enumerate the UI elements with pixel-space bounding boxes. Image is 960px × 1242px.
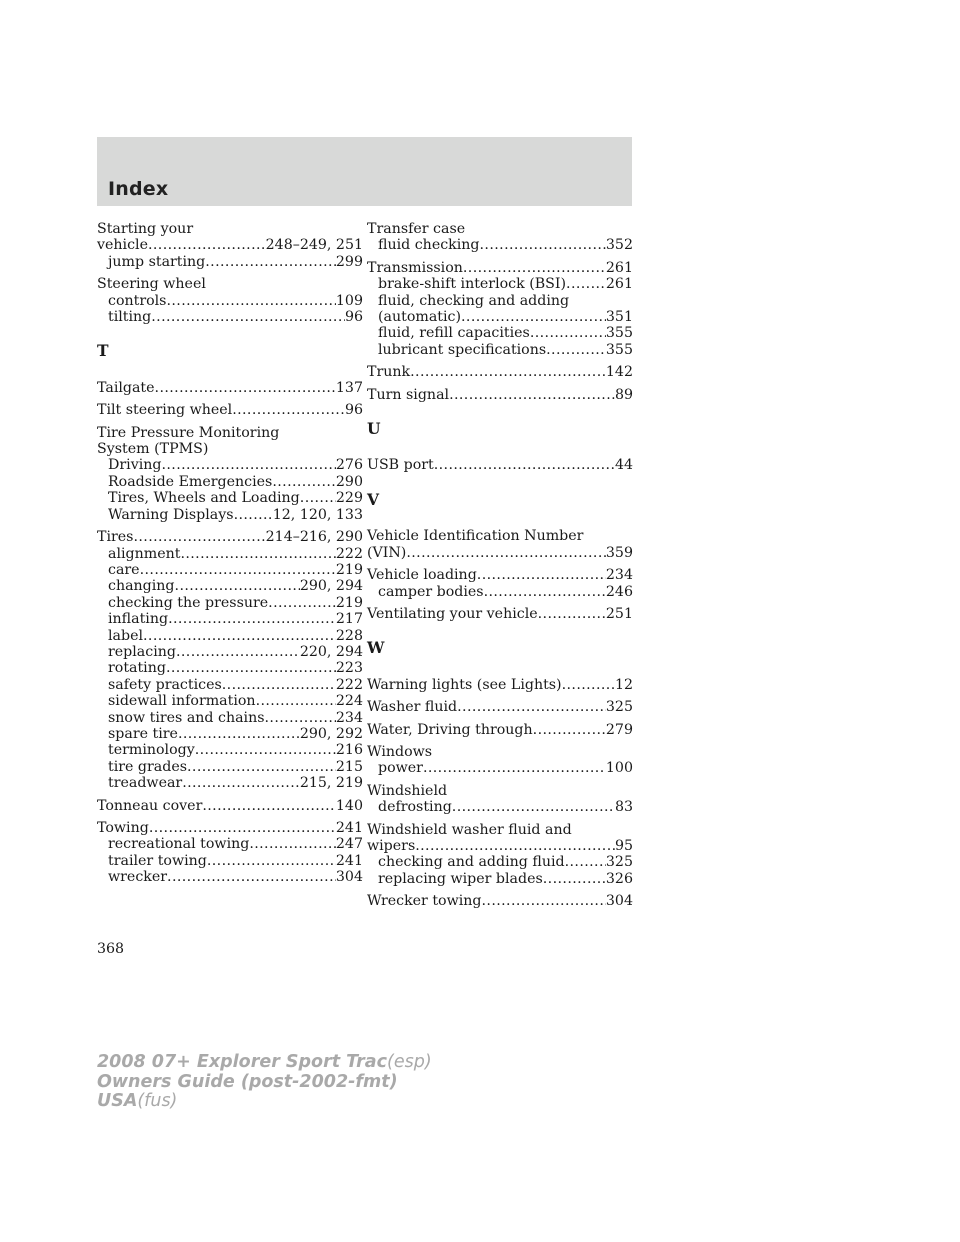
index-entry-line — [367, 722, 633, 738]
index-subentry-line — [97, 836, 363, 852]
index-column-left — [97, 221, 363, 892]
entry-term: System (TPMS) — [97, 441, 209, 458]
index-subentry-line — [97, 490, 363, 506]
entry-term: defrosting — [378, 799, 452, 816]
index-subentry-line — [97, 595, 363, 611]
entry-term: alignment — [108, 545, 181, 562]
entry-term: power — [378, 760, 423, 777]
dot-leader — [434, 457, 615, 473]
index-subentry-line — [367, 799, 633, 815]
entry-term: tilting — [108, 309, 152, 326]
page-reference: 222 — [335, 676, 363, 693]
page-reference: 234 — [605, 567, 633, 584]
index-entry — [367, 528, 633, 561]
dot-leader — [452, 799, 615, 815]
index-subentry-line — [97, 742, 363, 758]
index-entry — [367, 364, 633, 380]
page-reference: 228 — [335, 627, 363, 644]
page-reference: 351 — [605, 309, 633, 326]
index-entry-line — [97, 221, 363, 237]
entry-term: Driving — [108, 457, 162, 474]
entry-term: Vehicle loading — [367, 567, 477, 584]
dot-leader — [166, 293, 335, 309]
index-entry-line — [367, 567, 633, 583]
index-header-band — [97, 137, 632, 206]
index-subentry-line — [367, 854, 633, 870]
index-subentry-line — [97, 759, 363, 775]
index-entry — [367, 893, 633, 909]
entry-term: checking and adding fluid — [378, 854, 565, 871]
page-reference: 89 — [614, 386, 633, 403]
index-entry — [97, 402, 363, 418]
page-reference: 224 — [335, 693, 363, 710]
page-title: Index — [108, 178, 169, 200]
entry-term: label — [108, 627, 144, 644]
index-subentry-line — [97, 309, 363, 325]
dot-leader — [406, 545, 606, 561]
page-reference: 325 — [605, 854, 633, 871]
page-reference: 215, 219 — [299, 775, 363, 792]
page-reference: 83 — [614, 799, 633, 816]
page-reference: 219 — [335, 594, 363, 611]
entry-term: rotating — [108, 660, 166, 677]
index-subentry-line — [97, 507, 363, 523]
page-reference: 304 — [335, 869, 363, 886]
page-reference: 241 — [335, 820, 363, 836]
entry-term: sidewall information — [108, 693, 256, 710]
entry-term: treadwear — [108, 775, 183, 792]
dot-leader — [477, 567, 606, 583]
page-reference: 325 — [605, 699, 633, 716]
page-reference: 246 — [605, 583, 633, 600]
dot-leader — [565, 854, 606, 870]
dot-leader — [234, 507, 273, 523]
index-entry — [97, 820, 363, 886]
entry-term: wrecker — [108, 869, 168, 886]
dot-leader — [480, 237, 606, 253]
page-number: 368 — [97, 941, 125, 957]
dot-leader — [143, 628, 336, 644]
index-entry-line — [367, 838, 633, 854]
dot-leader — [449, 387, 615, 403]
index-subentry-line — [97, 546, 363, 562]
dot-leader — [484, 584, 606, 600]
index-entry-line — [367, 260, 633, 276]
index-entry — [97, 380, 363, 396]
index-entry — [367, 677, 633, 693]
page-reference: 44 — [614, 457, 633, 474]
index-subentry-line — [97, 254, 363, 270]
entry-term: Roadside Emergencies — [108, 473, 273, 490]
entry-term: camper bodies — [378, 583, 484, 600]
entry-term: Ventilating your vehicle — [367, 605, 538, 622]
entry-term: vehicle — [97, 237, 148, 254]
index-entry-line — [367, 677, 633, 693]
index-entry-line — [97, 425, 363, 441]
dot-leader — [148, 237, 266, 253]
entry-term: Turn signal — [367, 386, 450, 403]
index-subentry-line — [367, 342, 633, 358]
entry-term: Towing — [97, 820, 149, 836]
dot-leader — [176, 644, 300, 660]
dot-leader — [533, 722, 606, 738]
index-subentry-line — [97, 710, 363, 726]
index-subentry-line — [367, 325, 633, 341]
dot-leader — [175, 578, 300, 594]
page-reference: 223 — [335, 660, 363, 677]
entry-term: fluid, refill capacities — [378, 325, 530, 342]
index-entry-line — [367, 893, 633, 909]
index-entry-line — [367, 699, 633, 715]
page-reference: 355 — [605, 325, 633, 342]
entry-term: Tires, Wheels and Loading — [108, 490, 300, 507]
dot-leader — [265, 710, 336, 726]
entry-term: Starting your — [97, 221, 194, 237]
dot-leader — [256, 693, 336, 709]
page-reference: 229 — [335, 490, 363, 507]
index-subentry-line — [97, 644, 363, 660]
index-subentry-line — [97, 474, 363, 490]
page-reference: 279 — [605, 721, 633, 738]
entry-term: Transmission — [367, 259, 463, 276]
page-reference: 261 — [605, 276, 633, 293]
index-entry — [367, 822, 633, 888]
dot-leader — [167, 869, 336, 885]
index-entry-line — [97, 798, 363, 814]
dot-leader — [195, 742, 336, 758]
dot-leader — [180, 546, 335, 562]
dot-leader — [566, 276, 606, 292]
entry-term: spare tire — [108, 725, 178, 742]
entry-term: fluid checking — [378, 237, 480, 254]
dot-leader — [543, 871, 606, 887]
entry-term: Warning lights (see Lights) — [367, 676, 562, 693]
page-reference: 12 — [614, 676, 633, 693]
page-reference: 109 — [335, 292, 363, 309]
index-subentry-line — [97, 578, 363, 594]
dot-leader — [463, 260, 606, 276]
index-entry-line — [367, 221, 633, 237]
page-reference: 96 — [344, 402, 363, 419]
page-reference: 251 — [605, 605, 633, 622]
dot-leader — [461, 309, 606, 325]
index-entry — [367, 221, 633, 254]
page-reference: 215 — [335, 758, 363, 775]
index-subentry-line — [97, 628, 363, 644]
entry-term: Transfer case — [367, 221, 466, 237]
page-reference: 290 — [335, 473, 363, 490]
page-reference: 359 — [605, 544, 633, 561]
page-reference: 142 — [605, 364, 633, 381]
entry-term: wipers — [367, 837, 416, 854]
index-entry-line — [97, 402, 363, 418]
index-subentry-line — [367, 309, 633, 325]
entry-term: Trunk — [367, 364, 411, 381]
page-reference: 304 — [605, 893, 633, 910]
index-entry-line — [367, 606, 633, 622]
page-reference: 100 — [605, 760, 633, 777]
page-reference: 217 — [335, 611, 363, 628]
dot-leader — [410, 364, 606, 380]
dot-leader — [530, 325, 606, 341]
page-reference: 276 — [335, 457, 363, 474]
index-subentry-line — [97, 775, 363, 791]
index-entry-line — [367, 545, 633, 561]
entry-term: Tilt steering wheel — [97, 402, 233, 419]
dot-leader — [133, 529, 265, 545]
index-entry-line — [367, 822, 633, 838]
dot-leader — [562, 677, 615, 693]
dot-leader — [249, 836, 336, 852]
index-section-letter: V — [367, 489, 380, 509]
dot-leader — [187, 759, 336, 775]
index-entry-line — [367, 387, 633, 403]
index-entry — [97, 221, 363, 270]
index-entry — [367, 260, 633, 358]
page-reference: 140 — [335, 797, 363, 814]
dot-leader — [423, 760, 606, 776]
index-entry — [97, 798, 363, 814]
footer-line-2: Owners Guide (post-2002-fmt) — [97, 1071, 398, 1092]
entry-term: Tonneau cover — [97, 797, 203, 814]
entry-term: replacing wiper blades — [378, 870, 543, 887]
page-reference: 299 — [335, 253, 363, 270]
page-reference: 220, 294 — [299, 643, 363, 660]
index-subentry-line — [97, 457, 363, 473]
index-subentry-line — [97, 562, 363, 578]
index-entry-line — [97, 441, 363, 457]
entry-term: checking the pressure — [108, 594, 269, 611]
index-entry-line — [367, 744, 633, 760]
index-entry-line — [367, 457, 633, 473]
dot-leader — [166, 660, 336, 676]
entry-term: Tailgate — [97, 379, 155, 396]
index-entry — [97, 425, 363, 523]
index-subentry-line — [97, 611, 363, 627]
index-entry — [367, 783, 633, 816]
page-reference: 95 — [614, 837, 633, 854]
entry-term: snow tires and chains — [108, 709, 265, 726]
dot-leader — [222, 677, 336, 693]
entry-term: tire grades — [108, 758, 188, 775]
index-entry-line — [367, 528, 633, 544]
footer-line-1: 2008 07+ Explorer Sport Trac(esp) — [97, 1052, 432, 1072]
index-entry — [367, 722, 633, 738]
page-reference: 216 — [335, 742, 363, 759]
entry-term: controls — [108, 292, 167, 309]
dot-leader — [140, 562, 336, 578]
entry-term: Windows — [367, 743, 433, 760]
dot-leader — [546, 342, 606, 358]
index-subentry-line — [97, 693, 363, 709]
document-footer — [97, 1053, 432, 1112]
dot-leader — [202, 798, 336, 814]
index-section-letter: T — [97, 341, 109, 361]
page-reference: 247 — [335, 836, 363, 853]
index-subentry-line — [97, 293, 363, 309]
page-reference: 241 — [335, 852, 363, 869]
entry-term: Washer fluid — [367, 699, 458, 716]
page-reference: 326 — [605, 870, 633, 887]
entry-term: Steering wheel — [97, 276, 206, 293]
dot-leader — [482, 893, 606, 909]
dot-leader — [149, 820, 336, 836]
entry-term: Windshield — [367, 782, 448, 799]
entry-term: changing — [108, 578, 175, 595]
index-entry — [367, 457, 633, 473]
index-entry — [367, 606, 633, 622]
dot-leader — [155, 380, 336, 396]
index-entry-line — [367, 364, 633, 380]
entry-term: (VIN) — [367, 544, 407, 561]
index-entry — [97, 276, 363, 325]
index-subentry-line — [367, 276, 633, 292]
index-subentry-line — [97, 677, 363, 693]
dot-leader — [457, 699, 606, 715]
page-reference: 261 — [605, 259, 633, 276]
entry-term: inflating — [108, 611, 169, 628]
entry-term: Warning Displays — [108, 506, 234, 523]
index-section-letter: U — [367, 419, 381, 439]
entry-term: recreational towing — [108, 836, 250, 853]
entry-term: brake-shift interlock (BSI) — [378, 276, 567, 293]
entry-term: Tire Pressure Monitoring — [97, 424, 280, 441]
index-entry-line — [97, 276, 363, 292]
entry-term: Tires — [97, 529, 134, 546]
entry-term: Wrecker towing — [367, 893, 482, 910]
dot-leader — [168, 611, 336, 627]
entry-term: safety practices — [108, 676, 222, 693]
page-reference: 290, 294 — [299, 578, 363, 595]
index-entry — [367, 744, 633, 777]
index-subentry-line — [367, 760, 633, 776]
entry-term: replacing — [108, 643, 176, 660]
page-reference: 290, 292 — [299, 725, 363, 742]
footer-line-3: USA(fus) — [97, 1091, 178, 1111]
entry-term: USB port — [367, 457, 434, 474]
dot-leader — [232, 402, 345, 418]
entry-term: fluid, checking and adding — [378, 292, 570, 309]
entry-term: trailer towing — [108, 852, 207, 869]
index-subentry-line — [367, 871, 633, 887]
page-reference: 137 — [335, 379, 363, 396]
dot-leader — [161, 457, 335, 473]
dot-leader — [268, 595, 336, 611]
dot-leader — [182, 775, 300, 791]
index-entry-line — [97, 380, 363, 396]
dot-leader — [151, 309, 345, 325]
page-reference: 12, 120, 133 — [272, 506, 363, 523]
page-reference: 355 — [605, 341, 633, 358]
dot-leader — [538, 606, 606, 622]
entry-term: (automatic) — [378, 309, 462, 326]
page-reference: 219 — [335, 561, 363, 578]
index-entry-line — [97, 820, 363, 836]
index-subentry-line — [97, 869, 363, 885]
index-subentry-line — [97, 853, 363, 869]
entry-term: lubricant specifications — [378, 341, 547, 358]
entry-term: care — [108, 561, 140, 578]
entry-term: Windshield washer fluid and — [367, 821, 572, 838]
page-reference: 352 — [605, 237, 633, 254]
index-entry — [367, 387, 633, 403]
index-entry-line — [367, 783, 633, 799]
page-reference: 96 — [344, 309, 363, 326]
dot-leader — [415, 838, 615, 854]
page-reference: 222 — [335, 545, 363, 562]
index-column-right — [367, 221, 633, 916]
entry-term: Vehicle Identification Number — [367, 528, 584, 545]
page-reference: 234 — [335, 709, 363, 726]
index-entry — [97, 529, 363, 792]
dot-leader — [272, 474, 336, 490]
index-entry-line — [97, 237, 363, 253]
index-subentry-line — [97, 660, 363, 676]
index-subentry-line — [97, 726, 363, 742]
dot-leader — [207, 853, 336, 869]
index-entry — [367, 567, 633, 600]
entry-term: terminology — [108, 742, 195, 759]
index-entry-line — [97, 529, 363, 545]
index-subentry-line — [367, 584, 633, 600]
index-subentry-line — [367, 237, 633, 253]
entry-term: Water, Driving through — [367, 721, 533, 738]
index-entry — [367, 699, 633, 715]
dot-leader — [205, 254, 336, 270]
entry-term: jump starting — [108, 253, 206, 270]
index-section-letter: W — [367, 638, 385, 658]
page-reference: 214–216, 290 — [265, 529, 363, 546]
dot-leader — [300, 490, 336, 506]
page-reference: 248–249, 251 — [265, 237, 363, 254]
dot-leader — [178, 726, 300, 742]
index-subentry-line — [367, 293, 633, 309]
